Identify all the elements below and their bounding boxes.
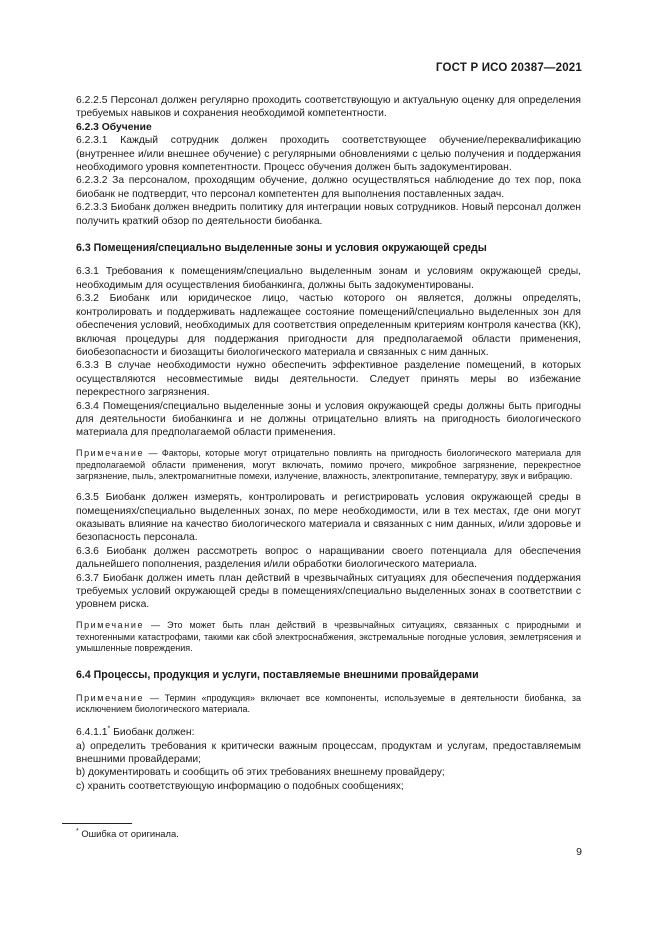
note-3	[76, 693, 581, 717]
heading-6-2-3: 6.2.3 Обучение	[76, 121, 152, 133]
footnote	[76, 828, 179, 839]
paragraph-6-2-2-5: 6.2.2.5 Персонал должен регулярно проходить соответствующую и актуальную оценку для определения требуемых навыков и сохранения необходимой компетентности.	[76, 95, 581, 120]
paragraph-6-2-3-3: 6.2.3.3 Биобанк должен внедрить политику для интеграции новых сотрудников. Новый персонал должен получить краткий обзор по деятельности биобанка.	[76, 202, 581, 227]
note-text: — Факторы, которые могут отрицательно повлиять на пригодность биологического материала для предполагаемой области применения, могут включать, помимо прочего, микробное загрязнение, перекрестное загрязнение, пыль, электромагнитные помехи, излучение, влажность, электропитание, температуру, звук и вибрацию.	[76, 447, 581, 482]
paragraph-6-3-3: 6.3.3 В случае необходимости нужно обеспечить эффективное разделение помещений, в которых осуществляются несовместимые виды деятельности. Следует принять меры во избежание перекрестного загрязнения.	[76, 360, 581, 399]
paragraph-6-3-1: 6.3.1 Требования к помещениям/специально выделенным зонам и условиям окружающей среды, необходимым для осуществления биобанкинга, должны быть задокументированы.	[76, 266, 581, 291]
list-item-a: a) определить требования к критически важным процессам, продуктам и услугам, предоставляемым внешними провайдерами;	[76, 740, 581, 765]
paragraph-6-3-5: 6.3.5 Биобанк должен измерять, контролировать и регистрировать условия окружающей среды в помещениях/специально выделенных зонах, по мере необходимости, или в тех местах, где они могут оказывать влияние на качество биологического материала и связанных с ним данных, и/или здоровье и безопасность персонала.	[76, 492, 581, 544]
note-1	[76, 448, 581, 483]
footnote-text: Ошибка от оригинала.	[78, 828, 179, 839]
footnote-mark: *	[76, 827, 79, 835]
note-label: Примечание	[76, 447, 145, 458]
note-text: — Термин «продукция» включает все компоненты, используемые в деятельности биобанка, за исключением биологического материала.	[76, 692, 581, 715]
note-text: — Это может быть план действий в чрезвычайных ситуациях, связанных с природными и техногенными катастрофами, такими как сбой электроснабжения, экстремальные погодные условия, землетрясения и умышленные повреждения.	[76, 619, 581, 654]
footnote-reference: *	[107, 725, 111, 733]
paragraph-6-3-4: 6.3.4 Помещения/специально выделенные зоны и условия окружающей среды должны быть пригодны для деятельности биобанкинга и не должны отрицательно влиять на пригодность биологического материала для предполагаемой области применения.	[76, 400, 581, 439]
clause-text: Биобанк должен:	[110, 727, 195, 739]
note-2	[76, 620, 581, 655]
heading-6-3: 6.3 Помещения/специально выделенные зоны и условия окружающей среды	[76, 242, 487, 255]
standard-header: ГОСТ Р ИСО 20387—2021	[435, 62, 582, 74]
paragraph-6-2-3-2: 6.2.3.2 За персоналом, проходящим обучение, должно осуществляться наблюдение до тех пор, пока биобанк не подтвердит, что персонал компетентен для выполнения поставленных задач.	[76, 175, 581, 200]
note-label: Примечание	[76, 619, 145, 630]
paragraph-6-2-3-1: 6.2.3.1 Каждый сотрудник должен проходить соответствующее обучение/переквалификацию (внутреннее и/или внешнее обучение) с регулярными обновлениями с целью получения и поддержания необходимого уровня компетентности. Процесс обучения должен быть задокументирован.	[76, 135, 581, 174]
paragraph-6-3-7: 6.3.7 Биобанк должен иметь план действий в чрезвычайных ситуациях для обеспечения поддержания требуемых условий окружающей среды в помещениях/специально выделенных зонах в соответствии с уровнем риска.	[76, 572, 581, 611]
paragraph-6-3-6: 6.3.6 Биобанк должен рассмотреть вопрос о наращивании своего потенциала для обеспечения дальнейшего пополнения, разделения и/или обработки биологического материала.	[76, 545, 581, 571]
page-number: 9	[576, 846, 582, 858]
page-content	[76, 94, 581, 793]
list-item-c: c) хранить соответствующую информацию о подобных сообщениях;	[76, 780, 404, 792]
list-item-b: b) документировать и сообщить об этих требованиях внешнему провайдеру;	[76, 767, 445, 779]
heading-6-4: 6.4 Процессы, продукция и услуги, поставляемые внешними провайдерами	[76, 669, 479, 682]
paragraph-6-3-2: 6.3.2 Биобанк или юридическое лицо, частью которого он является, должны определять, контролировать и поддерживать надлежащее состояние помещений/специально выделенных зон для обеспечения условий, необходимых для соответствия определенным критериям контроля качества (КК), включая процедуры для поддержания пригодности для предполагаемой области применения, биобезопасности и биозащиты биологического материала и связанных с ним данных.	[76, 293, 581, 358]
note-label: Примечание	[76, 692, 145, 703]
clause-number: 6.4.1.1	[76, 727, 108, 739]
paragraph-6-4-1-1	[76, 726, 581, 739]
footnote-divider	[62, 823, 132, 824]
